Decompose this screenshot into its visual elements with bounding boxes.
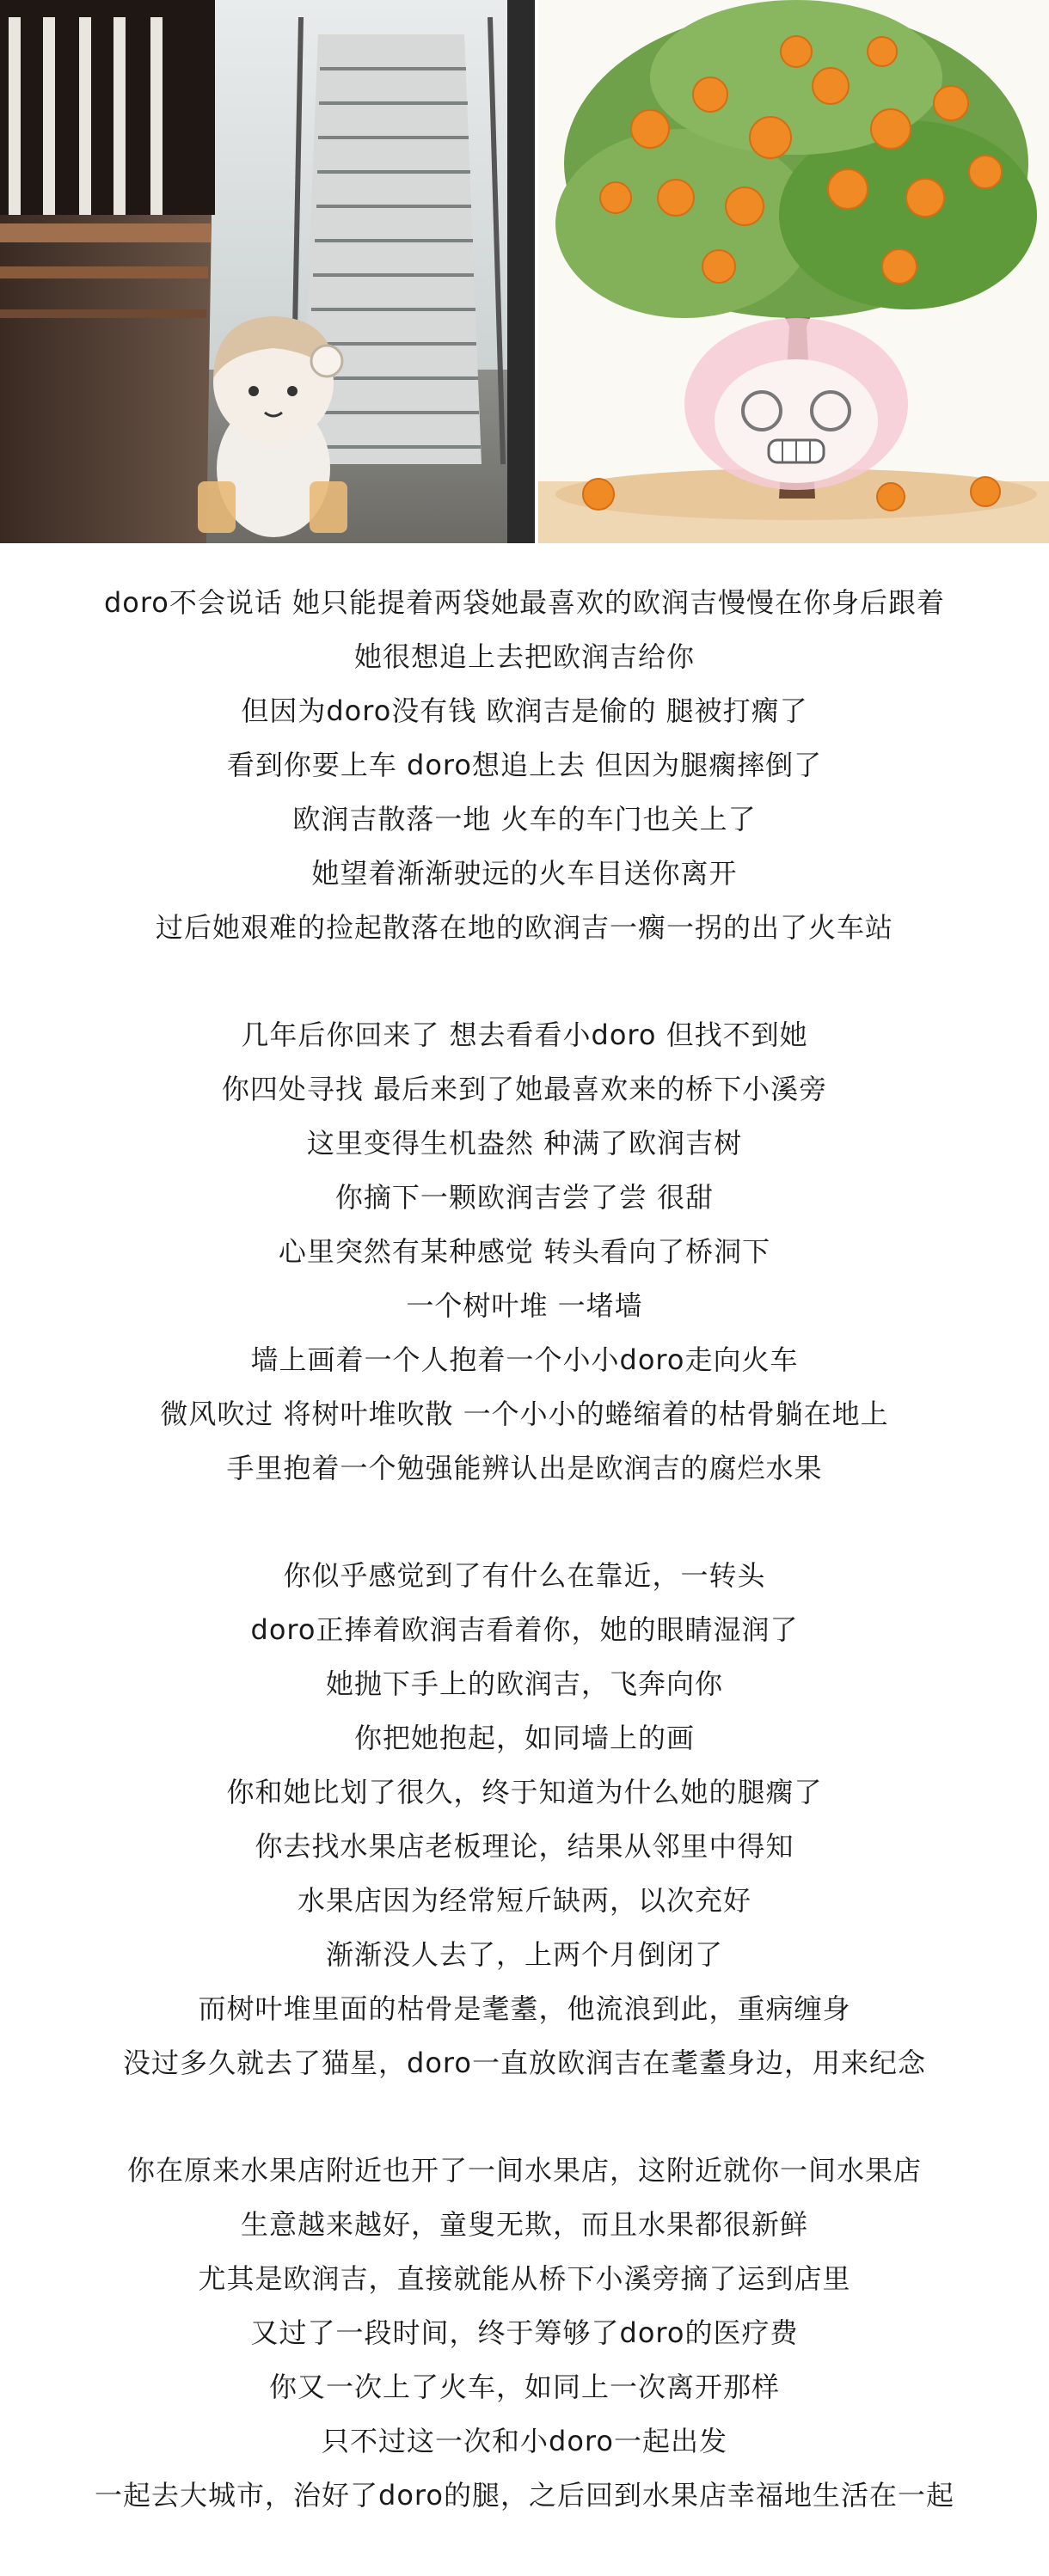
story-line: 欧润吉散落一地 火车的车门也关上了 [292, 803, 757, 835]
story-line: 你似乎感觉到了有什么在靠近，一转头 [283, 1559, 766, 1592]
story-line: 而树叶堆里面的枯骨是耄耋，他流浪到此，重病缠身 [198, 1992, 851, 2025]
story-line: 她很想追上去把欧润吉给你 [353, 640, 695, 673]
story-line: 你在原来水果店附近也开了一间水果店，这附近就你一间水果店 [126, 2154, 922, 2187]
story-line: 一起去大城市，治好了doro的腿，之后回到水果店幸福地生活在一起 [95, 2479, 954, 2512]
orange-tree-illustration [538, 0, 1049, 543]
story-line: 你又一次上了火车，如同上一次离开那样 [268, 2371, 780, 2403]
story-line: 微风吹过 将树叶堆吹散 一个小小的蜷缩着的枯骨躺在地上 [160, 1398, 889, 1430]
story-line: 你去找水果店老板理论，结果从邻里中得知 [255, 1830, 794, 1863]
train-station-image [0, 0, 535, 543]
story-line: 看到你要上车 doro想追上去 但因为腿瘸摔倒了 [226, 749, 823, 781]
story-line: doro正捧着欧润吉看着你，她的眼睛湿润了 [250, 1613, 799, 1646]
doro-face [684, 318, 908, 490]
story-line: 但因为doro没有钱 欧润吉是偷的 腿被打瘸了 [241, 694, 808, 727]
orange-tree-image [538, 0, 1049, 543]
story-text [0, 543, 1049, 2576]
paragraph-3 [0, 1549, 1049, 2090]
story-line: 她望着渐渐驶远的火车目送你离开 [311, 857, 738, 890]
story-line: 又过了一段时间，终于筹够了doro的医疗费 [250, 2316, 799, 2349]
story-line: 没过多久就去了猫星，doro一直放欧润吉在耄耋身边，用来纪念 [123, 2047, 926, 2079]
story-line: 心里突然有某种感觉 转头看向了桥洞下 [278, 1235, 771, 1268]
story-line: 生意越来越好，童叟无欺，而且水果都很新鲜 [240, 2208, 808, 2241]
story-line: 墙上画着一个人抱着一个小小doro走向火车 [250, 1343, 799, 1376]
story-line: 你和她比划了很久，终于知道为什么她的腿瘸了 [226, 1776, 823, 1808]
paragraph-4 [0, 2144, 1049, 2523]
story-line: 一个树叶堆 一堵墙 [406, 1289, 643, 1322]
paragraph-2 [0, 1008, 1049, 1496]
paragraph-1 [0, 576, 1049, 955]
story-line: 你四处寻找 最后来到了她最喜欢来的桥下小溪旁 [221, 1073, 828, 1105]
story-line: 水果店因为经常短斤缺两，以次充好 [297, 1884, 751, 1917]
image-collage [0, 0, 1049, 543]
story-line: 只不过这一次和小doro一起出发 [322, 2425, 727, 2457]
story-line: 你把她抱起，如同墙上的画 [353, 1722, 695, 1754]
story-line: doro不会说话 她只能提着两袋她最喜欢的欧润吉慢慢在你身后跟着 [103, 586, 946, 619]
story-line: 她抛下手上的欧润吉，飞奔向你 [325, 1667, 723, 1700]
train-wall [0, 0, 215, 543]
train-station-illustration [0, 0, 535, 543]
story-line: 过后她艰难的捡起散落在地的欧润吉一瘸一拐的出了火车站 [155, 911, 893, 944]
story-line: 这里变得生机盎然 种满了欧润吉树 [306, 1127, 743, 1160]
story-line: 尤其是欧润吉，直接就能从桥下小溪旁摘了运到店里 [198, 2262, 851, 2295]
story-line: 渐渐没人去了，上两个月倒闭了 [325, 1938, 723, 1971]
story-line: 你摘下一颗欧润吉尝了尝 很甜 [334, 1181, 715, 1214]
story-line: 几年后你回来了 想去看看小doro 但找不到她 [241, 1019, 808, 1051]
story-line: 手里抱着一个勉强能辨认出是欧润吉的腐烂水果 [226, 1452, 823, 1484]
